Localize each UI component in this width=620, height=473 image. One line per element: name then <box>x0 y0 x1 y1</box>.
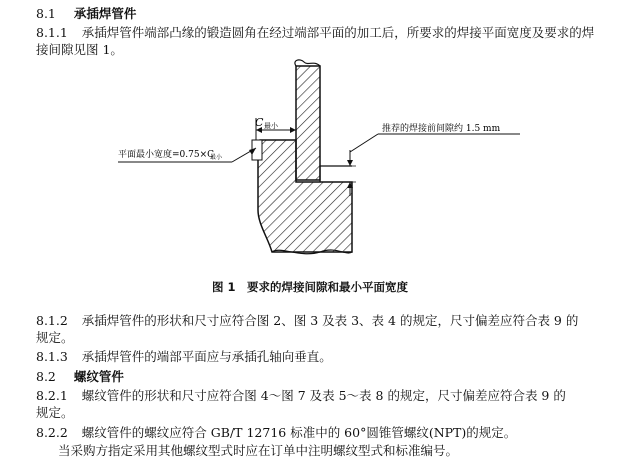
paragraph-8-1-2-line2: 规定。 <box>36 330 74 345</box>
paragraph-8-1-1-line2: 接间隙见图 1。 <box>36 42 123 57</box>
paragraph-8-2-2-line2: 当采购方指定采用其他螺纹型式时应在订单中注明螺纹型式和标准编号。 <box>58 443 459 458</box>
clause-text: 承插焊管件的形状和尺寸应符合图 2、图 3 及表 3、表 4 的规定，尺寸偏差应符合表 9 的 <box>81 313 579 328</box>
gap-label: 推荐的焊接前间隙约 1.5 mm <box>382 124 501 134</box>
section-heading-8-2 <box>36 369 124 385</box>
pipe-wall <box>295 60 320 180</box>
paragraph-8-2-1-line1 <box>36 388 566 404</box>
clause-text: 螺纹管件的形状和尺寸应符合图 4～图 7 及表 5～表 8 的规定，尺寸偏差应符合表 9 的 <box>81 388 566 403</box>
clause-text: 承插焊管件端部凸缘的锻造圆角在经过端部平面的加工后，所要求的焊接平面宽度及要求的焊 <box>81 25 595 40</box>
clause-number: 8.1.2 <box>36 313 68 328</box>
section-title: 螺纹管件 <box>73 369 124 384</box>
section-title: 承插焊管件 <box>73 6 137 21</box>
section-number: 8.2 <box>36 369 56 384</box>
clause-text: 承插焊管件的端部平面应与承插孔轴向垂直。 <box>81 349 332 364</box>
clause-number: 8.1.1 <box>36 25 68 40</box>
c-min-subscript: 最小 <box>264 122 278 130</box>
paragraph-8-1-2-line1 <box>36 313 578 329</box>
flat-width-label: 平面最小宽度=0.75×C <box>118 150 215 160</box>
clause-number: 8.1.3 <box>36 349 68 364</box>
clause-text: 螺纹管件的螺纹应符合 GB/T 12716 标准中的 60°圆锥管螺纹(NPT)的规定。 <box>81 425 517 440</box>
clause-number: 8.2.1 <box>36 388 68 403</box>
paragraph-8-2-2-line1 <box>36 425 516 441</box>
paragraph-8-2-1-line2: 规定。 <box>36 405 74 420</box>
section-number: 8.1 <box>36 6 56 21</box>
clause-number: 8.2.2 <box>36 425 68 440</box>
paragraph-8-1-3 <box>36 349 332 365</box>
gap-leader <box>320 134 520 196</box>
c-min-label: C <box>255 116 264 129</box>
flat-width-subscript: 最小 <box>210 154 223 161</box>
figure-1-caption: 图 1 要求的焊接间隙和最小平面宽度 <box>211 280 408 294</box>
